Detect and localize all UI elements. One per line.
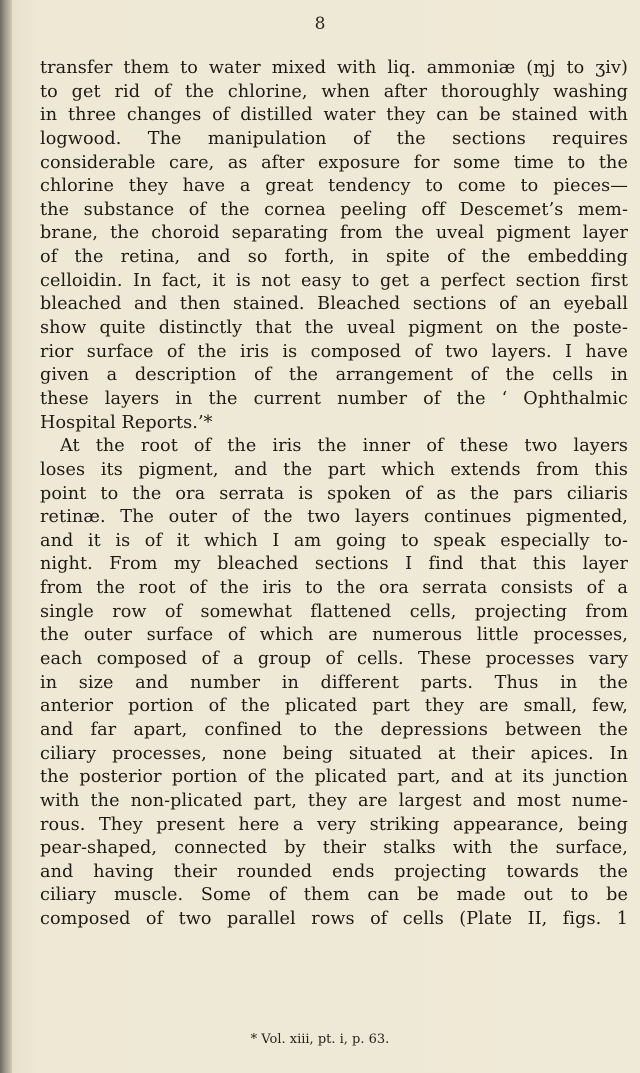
body-text bbox=[40, 57, 628, 932]
text-line: retinæ. The outer of the two layers continues pigmented, bbox=[40, 507, 628, 528]
text-line: celloidin. In fact, it is not easy to get a perfect section first bbox=[40, 270, 628, 291]
text-line: considerable care, as after exposure for some time to the bbox=[40, 152, 628, 173]
text-line: composed of two parallel rows of cells (Plate II, figs. 1 bbox=[40, 909, 628, 930]
text-line: logwood. The manipulation of the sections requires bbox=[40, 128, 628, 149]
text-line: and having their rounded ends projecting towards the bbox=[40, 861, 628, 882]
text-line: and it is of it which I am going to speak especially to- bbox=[40, 530, 628, 551]
text-line: ciliary processes, none being situated at their apices. In bbox=[40, 743, 628, 764]
text-line: bleached and then stained. Bleached sections of an eyeball bbox=[40, 294, 628, 315]
footnote: * Vol. xiii, pt. i, p. 63. bbox=[250, 1032, 390, 1047]
text-line: given a description of the arrangement of the cells in bbox=[40, 365, 628, 386]
text-line: transfer them to water mixed with liq. ammoniæ (ɱj to ʒiv) bbox=[40, 58, 628, 78]
text-line: show quite distinctly that the uveal pigment on the poste- bbox=[40, 318, 628, 339]
text-line: each composed of a group of cells. These processes vary bbox=[40, 649, 628, 670]
text-line: single row of somewhat flattened cells, projecting from bbox=[40, 601, 628, 622]
page-number: 8 bbox=[314, 14, 326, 34]
text-line: night. From my bleached sections I find that this layer bbox=[40, 554, 628, 575]
text-line: the posterior portion of the plicated part, and at its junction bbox=[40, 767, 628, 788]
text-line: brane, the choroid separating from the uveal pigment layer bbox=[40, 223, 628, 244]
text-line: to get rid of the chlorine, when after thoroughly washing bbox=[40, 81, 628, 102]
text-line: rous. They present here a very striking appearance, being bbox=[40, 814, 628, 835]
text-line: anterior portion of the plicated part they are small, few, bbox=[40, 696, 628, 717]
text-line: pear-shaped, connected by their stalks with the surface, bbox=[40, 838, 628, 859]
text-line: chlorine they have a great tendency to come to pieces— bbox=[40, 176, 628, 197]
text-line: ciliary muscle. Some of them can be made out to be bbox=[40, 885, 628, 906]
page-binding-edge bbox=[0, 0, 12, 1073]
text-line: these layers in the current number of the ‘ Ophthalmic bbox=[40, 388, 628, 409]
text-line: with the non-plicated part, they are largest and most nume- bbox=[40, 790, 628, 811]
text-line: point to the ora serrata is spoken of as the pars ciliaris bbox=[40, 483, 628, 504]
text-line: of the retina, and so forth, in spite of the embedding bbox=[40, 247, 628, 268]
text-line: loses its pigment, and the part which extends from this bbox=[40, 459, 628, 480]
text-line: the outer surface of which are numerous little processes, bbox=[40, 625, 628, 646]
text-line: from the root of the iris to the ora serrata consists of a bbox=[40, 578, 628, 599]
text-line: rior surface of the iris is composed of two layers. I have bbox=[40, 341, 628, 362]
text-line: At the root of the iris the inner of these two layers bbox=[60, 436, 628, 457]
text-line: and far apart, confined to the depressions between the bbox=[40, 719, 628, 740]
text-line: Hospital Reports.’* bbox=[40, 412, 213, 433]
text-line: the substance of the cornea peeling off Descemet’s mem- bbox=[40, 199, 628, 220]
text-line: in size and number in different parts. Thus in the bbox=[40, 672, 628, 693]
text-line: in three changes of distilled water they can be stained with bbox=[40, 105, 628, 126]
